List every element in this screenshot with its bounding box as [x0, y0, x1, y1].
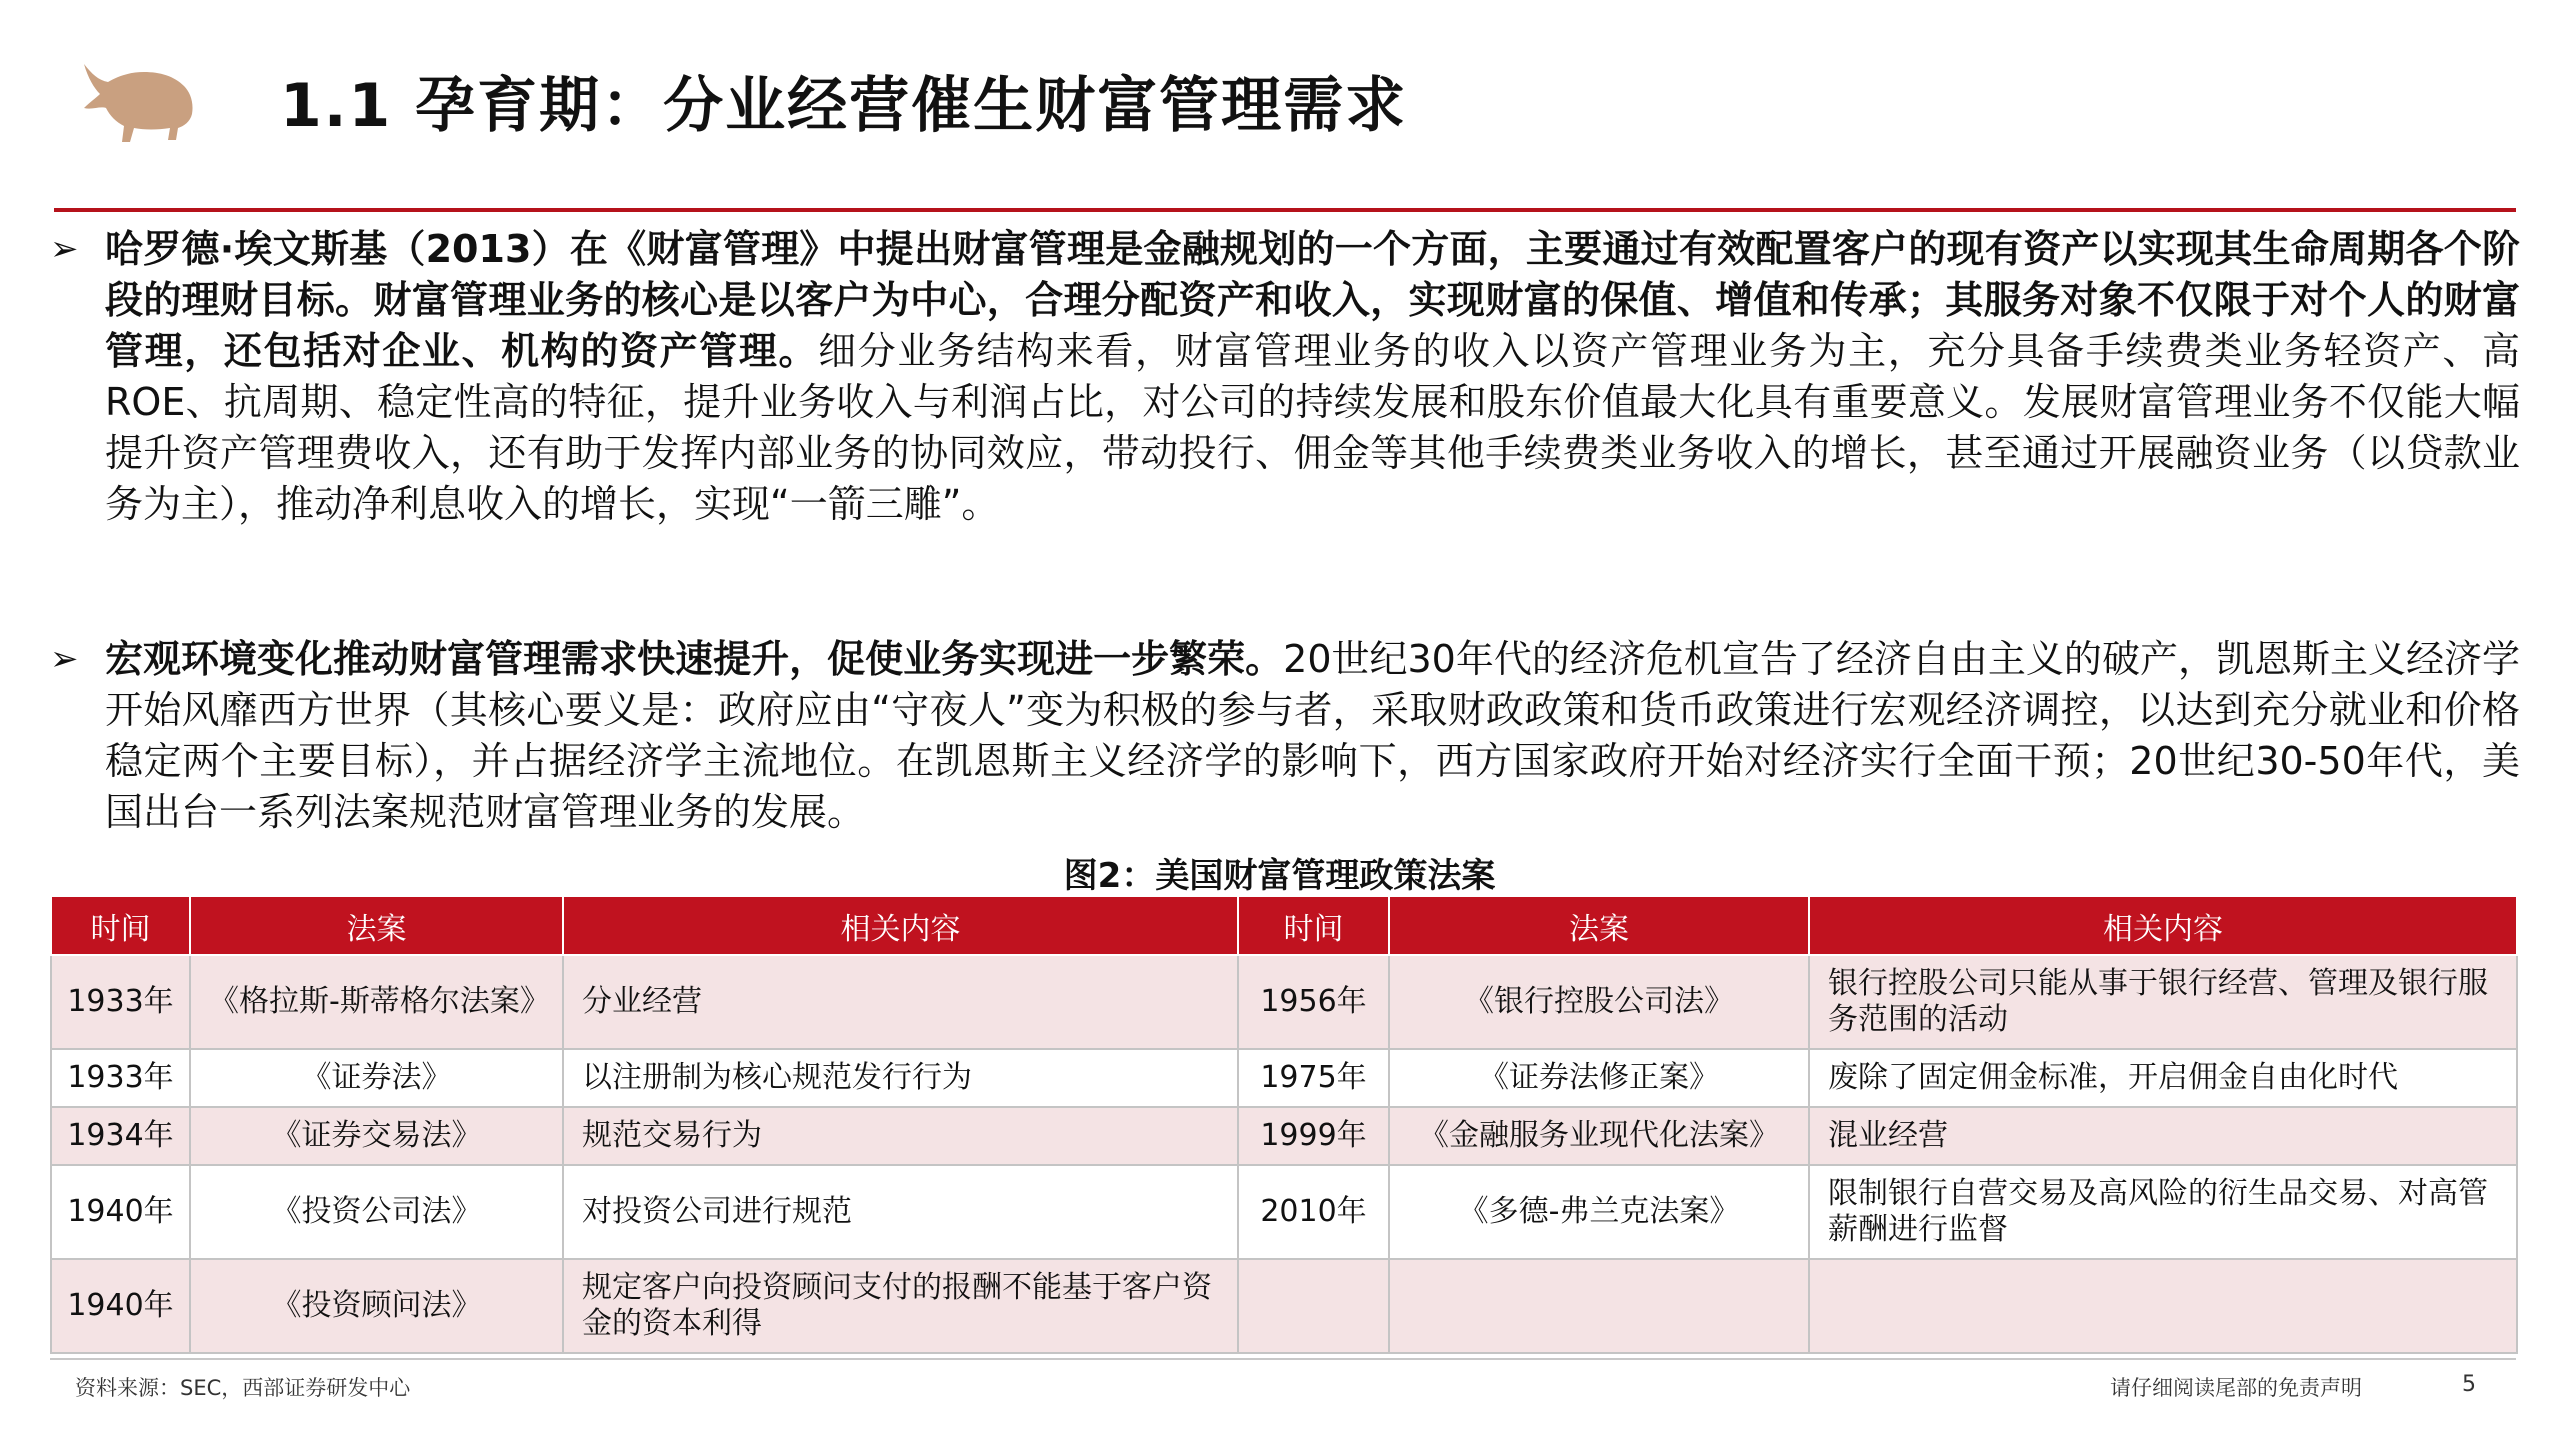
cell-year: 2010年	[1238, 1165, 1389, 1259]
bullet-paragraph-2	[50, 634, 2520, 838]
bull-logo-shape	[84, 64, 193, 142]
cell-content: 银行控股公司只能从事于银行经营、管理及银行服务范围的活动	[1809, 955, 2517, 1049]
cell-law: 《多德-弗兰克法案》	[1389, 1165, 1809, 1259]
cell-law: 《证券法修正案》	[1389, 1049, 1809, 1107]
bullet-body	[105, 634, 2520, 838]
cell-year: 1940年	[51, 1165, 190, 1259]
cell-content: 分业经营	[563, 955, 1238, 1049]
header-content: 相关内容	[1809, 896, 2517, 955]
cell-content: 混业经营	[1809, 1107, 2517, 1165]
header-time: 时间	[1238, 896, 1389, 955]
cell-law: 《格拉斯-斯蒂格尔法案》	[190, 955, 563, 1049]
header-time: 时间	[51, 896, 190, 955]
page-title: 1.1 孕育期：分业经营催生财富管理需求	[280, 71, 1408, 141]
header-law: 法案	[190, 896, 563, 955]
table-row	[51, 1259, 2517, 1353]
bullet-bold-text: 哈罗德·埃文斯基（2013）在《财富管理》中提出财富管理是金融规划的一个方面，主要通过有效配置客户的现有资产以实现其生命周期各个阶段的理财目标。财富管理业务的核心是以客户为中心，合理分配资产和收入，实现财富的保值、增值和传承；其服务对象不仅限于对个人的财富管理，还包括对企业、机构的资产管理。	[105, 227, 2520, 373]
bullet-bold-text: 宏观环境变化推动财富管理需求快速提升，促使业务实现进一步繁荣。	[105, 637, 1284, 681]
cell-year: 1933年	[51, 955, 190, 1049]
cell-law: 《证券交易法》	[190, 1107, 563, 1165]
bull-logo	[78, 50, 198, 150]
cell-law: 《投资公司法》	[190, 1165, 563, 1259]
disclaimer-note: 请仔细阅读尾部的免责声明	[2110, 1376, 2362, 1400]
footer-divider	[50, 1358, 2516, 1360]
cell-year: 1940年	[51, 1259, 190, 1353]
cell-year: 1999年	[1238, 1107, 1389, 1165]
bullet-paragraph-1	[50, 224, 2520, 530]
cell-content: 以注册制为核心规范发行行为	[563, 1049, 1238, 1107]
cell-year: 1956年	[1238, 955, 1389, 1049]
cell-year: 1933年	[51, 1049, 190, 1107]
table-row	[51, 955, 2517, 1049]
cell-law: 《银行控股公司法》	[1389, 955, 1809, 1049]
header-law: 法案	[1389, 896, 1809, 955]
policy-table	[50, 895, 2518, 1354]
cell-content: 规范交易行为	[563, 1107, 1238, 1165]
header-content: 相关内容	[563, 896, 1238, 955]
cell-content: 限制银行自营交易及高风险的衍生品交易、对高管薪酬进行监督	[1809, 1165, 2517, 1259]
source-note: 资料来源：SEC，西部证券研发中心	[75, 1376, 411, 1400]
bullet-arrow-icon: ➢	[50, 639, 79, 679]
cell-year: 1975年	[1238, 1049, 1389, 1107]
cell-content: 规定客户向投资顾问支付的报酬不能基于客户资金的资本利得	[563, 1259, 1238, 1353]
bullet-normal-text: 细分业务结构来看，财富管理业务的收入以资产管理业务为主，充分具备手续费类业务轻资产、高ROE、抗周期、稳定性高的特征，提升业务收入与利润占比，对公司的持续发展和股东价值最大化具有重要意义。发展财富管理业务不仅能大幅提升资产管理费收入，还有助于发挥内部业务的协同效应，带动投行、佣金等其他手续费类业务收入的增长，甚至通过开展融资业务（以贷款业务为主），推动净利息收入的增长，实现“一箭三雕”。	[105, 329, 2520, 526]
cell-year	[1238, 1259, 1389, 1353]
cell-law: 《投资顾问法》	[190, 1259, 563, 1353]
bullet-arrow-icon: ➢	[50, 229, 79, 269]
page-number: 5	[2462, 1372, 2476, 1397]
cell-year: 1934年	[51, 1107, 190, 1165]
figure-caption: 图2：美国财富管理政策法案	[1063, 856, 1496, 896]
cell-law: 《证券法》	[190, 1049, 563, 1107]
table-row	[51, 1165, 2517, 1259]
table-row	[51, 1049, 2517, 1107]
bullet-normal-text: 20世纪30年代的经济危机宣告了经济自由主义的破产，凯恩斯主义经济学开始风靡西方世界（其核心要义是：政府应由“守夜人”变为积极的参与者，采取财政政策和货币政策进行宏观经济调控，以达到充分就业和价格稳定两个主要目标），并占据经济学主流地位。在凯恩斯主义经济学的影响下，西方国家政府开始对经济实行全面干预；20世纪30-50年代，美国出台一系列法案规范财富管理业务的发展。	[105, 637, 2520, 834]
cell-content: 对投资公司进行规范	[563, 1165, 1238, 1259]
bullet-body	[105, 224, 2520, 530]
title-divider	[54, 208, 2516, 212]
cell-law: 《金融服务业现代化法案》	[1389, 1107, 1809, 1165]
table-row	[51, 1107, 2517, 1165]
table-header-row	[51, 896, 2517, 955]
cell-law	[1389, 1259, 1809, 1353]
cell-content	[1809, 1259, 2517, 1353]
cell-content: 废除了固定佣金标准，开启佣金自由化时代	[1809, 1049, 2517, 1107]
